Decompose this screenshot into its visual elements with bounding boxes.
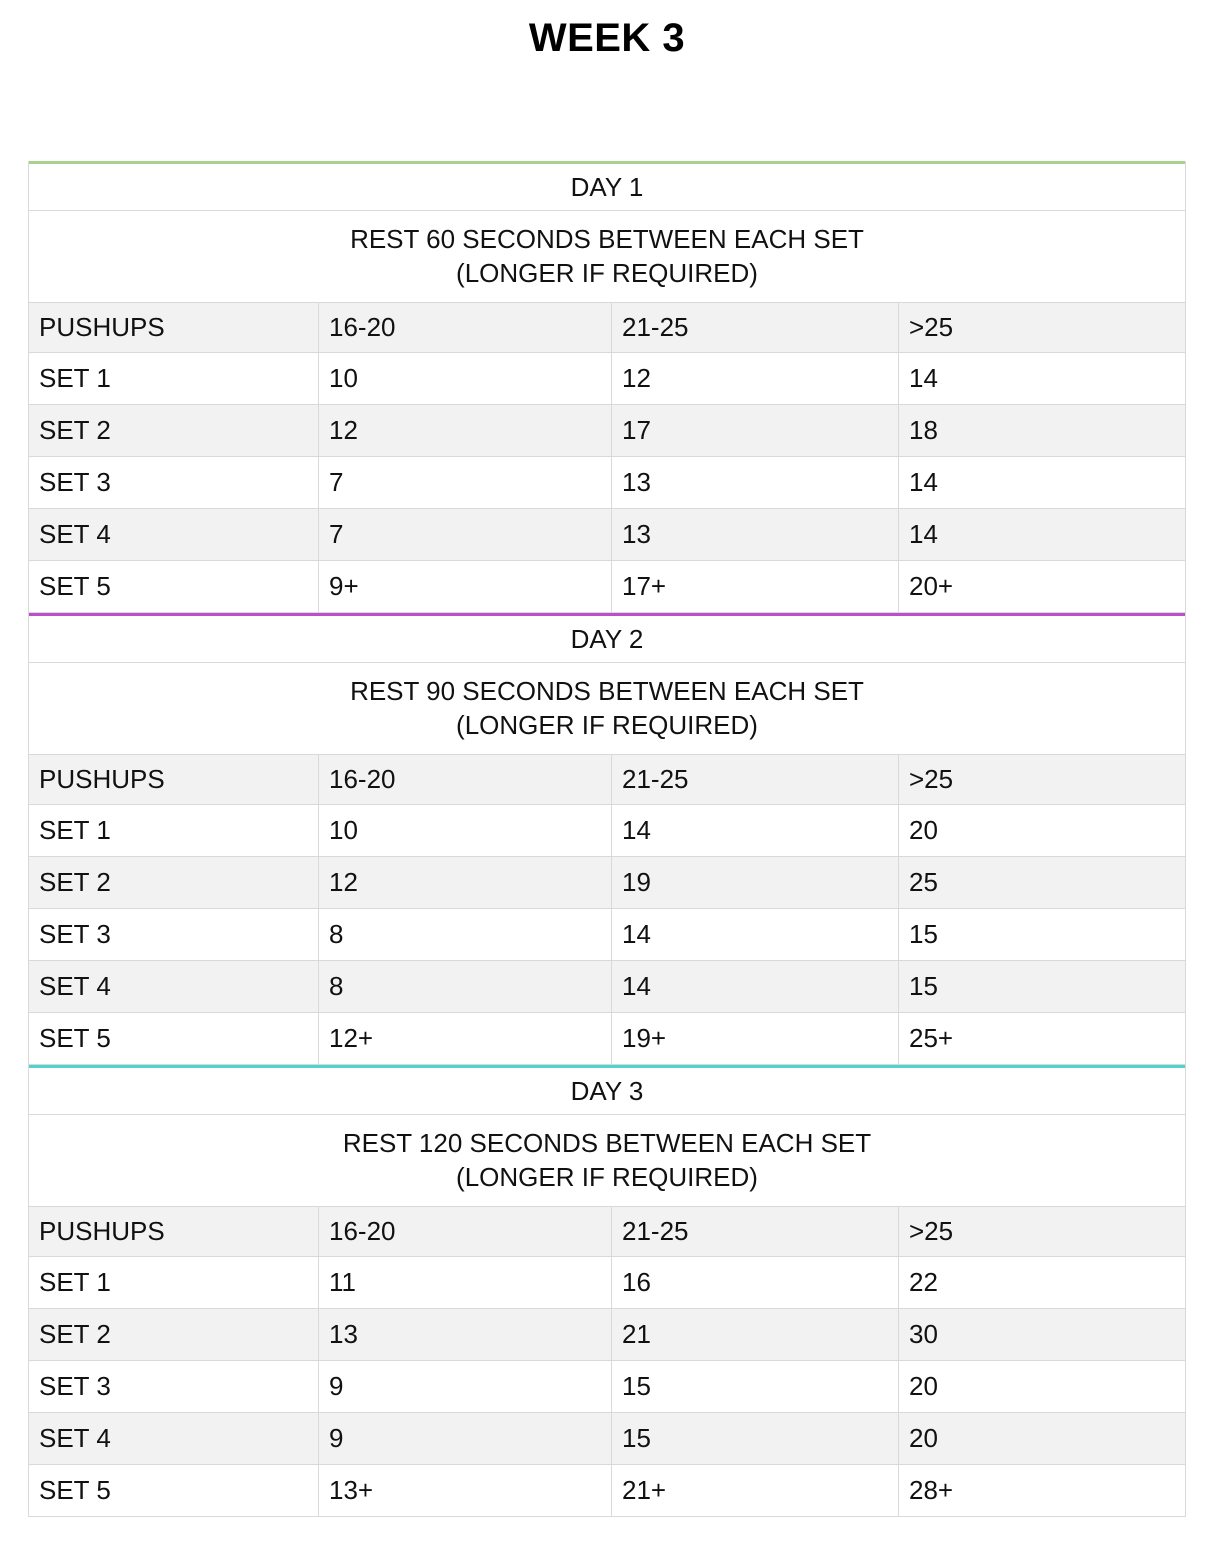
- table-row: [29, 509, 1185, 561]
- table-row: [29, 1309, 1185, 1361]
- rest-instruction: [29, 211, 1185, 303]
- value-cell-21-25: 21: [611, 1309, 898, 1360]
- column-header-pushups: PUSHUPS: [39, 764, 165, 794]
- table-row: [29, 961, 1185, 1013]
- column-header-21-25: 21-25: [611, 303, 898, 352]
- value-cell-over-25: 20: [898, 1361, 1185, 1412]
- column-header-16-20: 16-20: [318, 1207, 611, 1256]
- table-row: [29, 353, 1185, 405]
- value-cell-over-25: 28+: [898, 1465, 1185, 1516]
- column-header-over-25: >25: [898, 303, 1185, 352]
- value-cell-16-20: 12: [318, 405, 611, 456]
- column-header-21-25: 21-25: [611, 755, 898, 804]
- value-cell-over-25: 14: [898, 509, 1185, 560]
- value-cell-21-25: 17+: [611, 561, 898, 612]
- value-cell-21-25: 13: [611, 509, 898, 560]
- value-cell-16-20: 13+: [318, 1465, 611, 1516]
- column-header-16-20: 16-20: [318, 755, 611, 804]
- column-header-pushups: PUSHUPS: [39, 1216, 165, 1246]
- column-header-21-25: 21-25: [611, 1207, 898, 1256]
- day-section-2: [29, 613, 1185, 1065]
- value-cell-16-20: 10: [318, 805, 611, 856]
- value-cell-over-25: 15: [898, 961, 1185, 1012]
- day-section-3: [29, 1065, 1185, 1517]
- value-cell-16-20: 9: [318, 1413, 611, 1464]
- table-row: [29, 805, 1185, 857]
- value-cell-21-25: 12: [611, 353, 898, 404]
- set-label-cell: SET 2: [39, 867, 111, 897]
- value-cell-16-20: 10: [318, 353, 611, 404]
- table-row: [29, 1413, 1185, 1465]
- value-cell-21-25: 14: [611, 961, 898, 1012]
- value-cell-16-20: 11: [318, 1257, 611, 1308]
- table-row: [29, 561, 1185, 613]
- day-label: DAY 2: [570, 623, 644, 654]
- set-label-cell: SET 5: [39, 571, 111, 601]
- day-label: DAY 1: [570, 171, 644, 202]
- set-label-cell: SET 2: [39, 415, 111, 445]
- value-cell-21-25: 19: [611, 857, 898, 908]
- table-row: [29, 1013, 1185, 1065]
- set-label-cell: SET 1: [39, 1267, 111, 1297]
- workout-table: [28, 161, 1186, 1517]
- value-cell-over-25: 30: [898, 1309, 1185, 1360]
- value-cell-16-20: 13: [318, 1309, 611, 1360]
- set-label-cell: SET 5: [39, 1023, 111, 1053]
- value-cell-over-25: 14: [898, 457, 1185, 508]
- value-cell-16-20: 12+: [318, 1013, 611, 1064]
- rest-instruction: [29, 663, 1185, 755]
- table-row: [29, 405, 1185, 457]
- set-label-cell: SET 4: [39, 519, 111, 549]
- rest-instruction-line1: REST 120 SECONDS BETWEEN EACH SET: [342, 1128, 872, 1159]
- set-label-cell: SET 5: [39, 1475, 111, 1505]
- column-header-row: [29, 755, 1185, 805]
- set-label-cell: SET 1: [39, 815, 111, 845]
- value-cell-21-25: 19+: [611, 1013, 898, 1064]
- value-cell-16-20: 7: [318, 509, 611, 560]
- day-header: [29, 164, 1185, 211]
- value-cell-over-25: 25: [898, 857, 1185, 908]
- rest-instruction-line2: (LONGER IF REQUIRED): [456, 257, 758, 288]
- table-row: [29, 1465, 1185, 1517]
- page-title: WEEK 3: [528, 16, 686, 60]
- value-cell-over-25: 20: [898, 805, 1185, 856]
- value-cell-over-25: 18: [898, 405, 1185, 456]
- day-label: DAY 3: [570, 1075, 644, 1106]
- set-label-cell: SET 2: [39, 1319, 111, 1349]
- set-label-cell: SET 3: [39, 467, 111, 497]
- column-header-over-25: >25: [898, 755, 1185, 804]
- set-label-cell: SET 4: [39, 1423, 111, 1453]
- value-cell-over-25: 20+: [898, 561, 1185, 612]
- value-cell-16-20: 9+: [318, 561, 611, 612]
- rest-instruction-line2: (LONGER IF REQUIRED): [456, 709, 758, 740]
- rest-instruction-line2: (LONGER IF REQUIRED): [456, 1161, 758, 1192]
- value-cell-over-25: 22: [898, 1257, 1185, 1308]
- value-cell-21-25: 16: [611, 1257, 898, 1308]
- value-cell-over-25: 14: [898, 353, 1185, 404]
- table-row: [29, 909, 1185, 961]
- set-label-cell: SET 3: [39, 919, 111, 949]
- value-cell-16-20: 9: [318, 1361, 611, 1412]
- table-row: [29, 1257, 1185, 1309]
- set-label-cell: SET 1: [39, 363, 111, 393]
- table-row: [29, 857, 1185, 909]
- value-cell-over-25: 25+: [898, 1013, 1185, 1064]
- column-header-16-20: 16-20: [318, 303, 611, 352]
- table-row: [29, 457, 1185, 509]
- day-header: [29, 616, 1185, 663]
- day-section-1: [29, 161, 1185, 613]
- value-cell-21-25: 21+: [611, 1465, 898, 1516]
- value-cell-21-25: 14: [611, 805, 898, 856]
- column-header-row: [29, 303, 1185, 353]
- set-label-cell: SET 4: [39, 971, 111, 1001]
- rest-instruction: [29, 1115, 1185, 1207]
- value-cell-21-25: 17: [611, 405, 898, 456]
- value-cell-16-20: 7: [318, 457, 611, 508]
- value-cell-16-20: 12: [318, 857, 611, 908]
- column-header-over-25: >25: [898, 1207, 1185, 1256]
- value-cell-over-25: 20: [898, 1413, 1185, 1464]
- value-cell-16-20: 8: [318, 909, 611, 960]
- day-header: [29, 1068, 1185, 1115]
- column-header-row: [29, 1207, 1185, 1257]
- table-row: [29, 1361, 1185, 1413]
- rest-instruction-line1: REST 90 SECONDS BETWEEN EACH SET: [350, 676, 864, 707]
- rest-instruction-line1: REST 60 SECONDS BETWEEN EACH SET: [350, 224, 864, 255]
- value-cell-over-25: 15: [898, 909, 1185, 960]
- value-cell-16-20: 8: [318, 961, 611, 1012]
- value-cell-21-25: 15: [611, 1413, 898, 1464]
- value-cell-21-25: 14: [611, 909, 898, 960]
- value-cell-21-25: 15: [611, 1361, 898, 1412]
- set-label-cell: SET 3: [39, 1371, 111, 1401]
- value-cell-21-25: 13: [611, 457, 898, 508]
- column-header-pushups: PUSHUPS: [39, 312, 165, 342]
